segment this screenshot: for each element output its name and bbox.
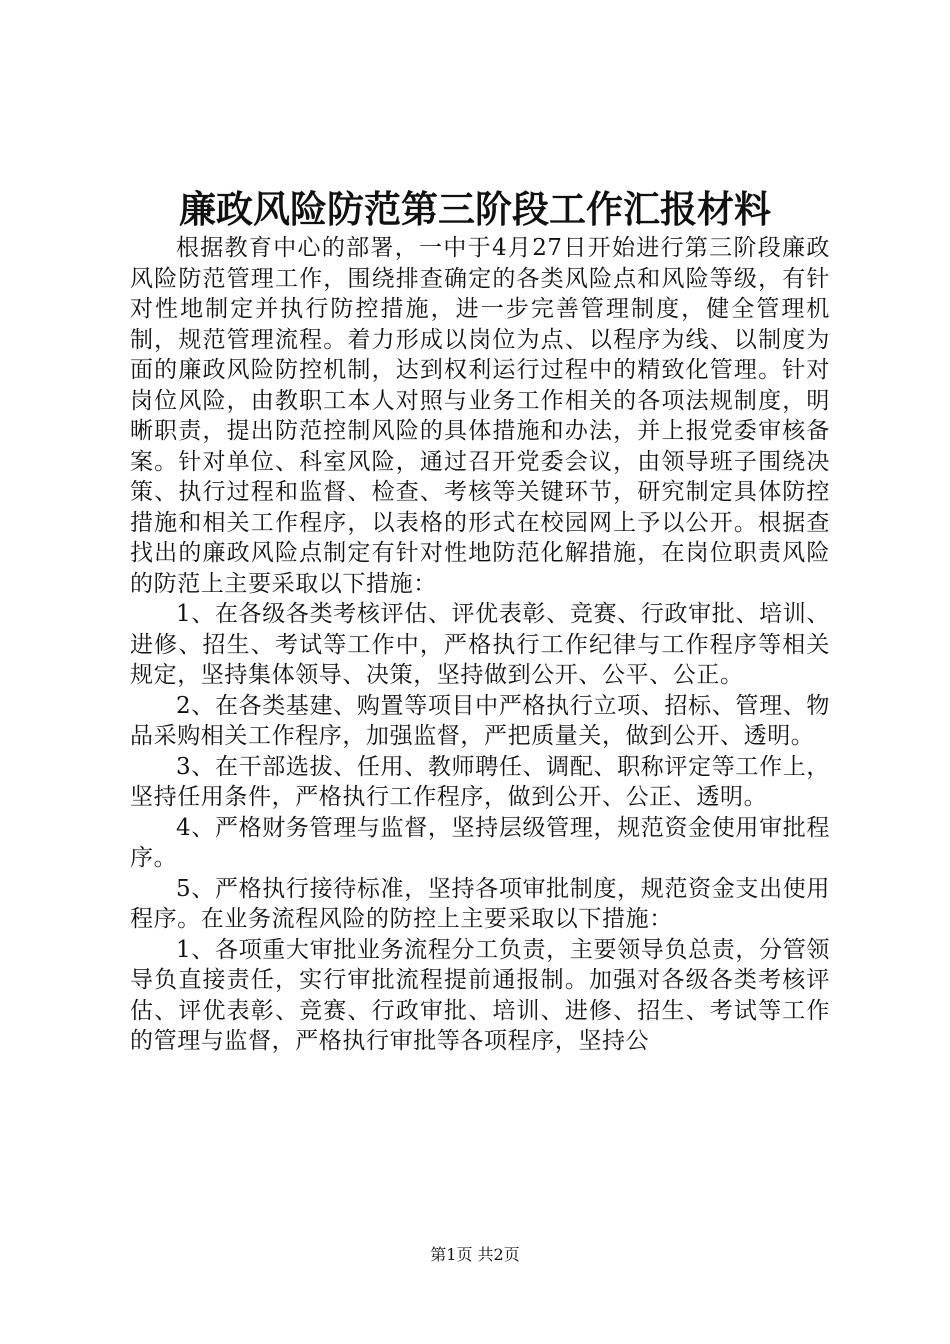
body-paragraph-measure-4: 4、严格财务管理与监督，坚持层级管理，规范资金使用审批程序。 (130, 814, 830, 871)
body-paragraph-measure-1: 1、在各级各类考核评估、评优表彰、竞赛、行政审批、培训、进修、招生、考试等工作中，严格执行工作纪律与工作程序等相关规定，坚持集体领导、决策，坚持做到公开、公平、公正。 (130, 601, 830, 688)
page-number-footer: 第1页 共2页 (430, 1245, 520, 1264)
body-paragraph-intro: 根据教育中心的部署，一中于4月27日开始进行第三阶段廉政风险防范管理工作，围绕排查确定的各类风险点和风险等级，有针对性地制定并执行防控措施，进一步完善管理制度，健全管理机制，规范管理流程。着力形成以岗位为点、以程序为线、以制度为面的廉政风险防控机制，达到权利运行过程中的精致化管理。针对岗位风险，由教职工本人对照与业务工作相关的各项法规制度，明晰职责，提出防范控制风险的具体措施和办法，并上报党委审核备案。针对单位、科室风险，通过召开党委会议，由领导班子围绕决策、执行过程和监督、检查、考核等关键环节，研究制定具体防控措施和相关工作程序，以表格的形式在校园网上予以公开。根据查找出的廉政风险点制定有针对性地防范化解措施，在岗位职责风险的防范上主要采取以下措施： (130, 235, 830, 597)
body-paragraph-measure-3: 3、在干部选拔、任用、教师聘任、调配、职称评定等工作上，坚持任用条件，严格执行工作程序，做到公开、公正、透明。 (130, 753, 830, 810)
body-paragraph-process-1: 1、各项重大审批业务流程分工负责，主要领导负总责，分管领导负直接责任，实行审批流程提前通报制。加强对各级各类考核评估、评优表彰、竞赛、行政审批、培训、进修、招生、考试等工作的管理与监督，严格执行审批等各项程序，坚持公 (130, 936, 830, 1054)
body-paragraph-measure-5: 5、严格执行接待标准，坚持各项审批制度，规范资金支出使用程序。在业务流程风险的防控上主要采取以下措施： (130, 875, 830, 932)
document-title: 廉政风险防范第三阶段工作汇报材料 (179, 187, 771, 231)
document-body (130, 233, 830, 1057)
body-paragraph-measure-2: 2、在各类基建、购置等项目中严格执行立项、招标、管理、物品采购相关工作程序，加强监督，严把质量关，做到公开、透明。 (130, 692, 830, 749)
